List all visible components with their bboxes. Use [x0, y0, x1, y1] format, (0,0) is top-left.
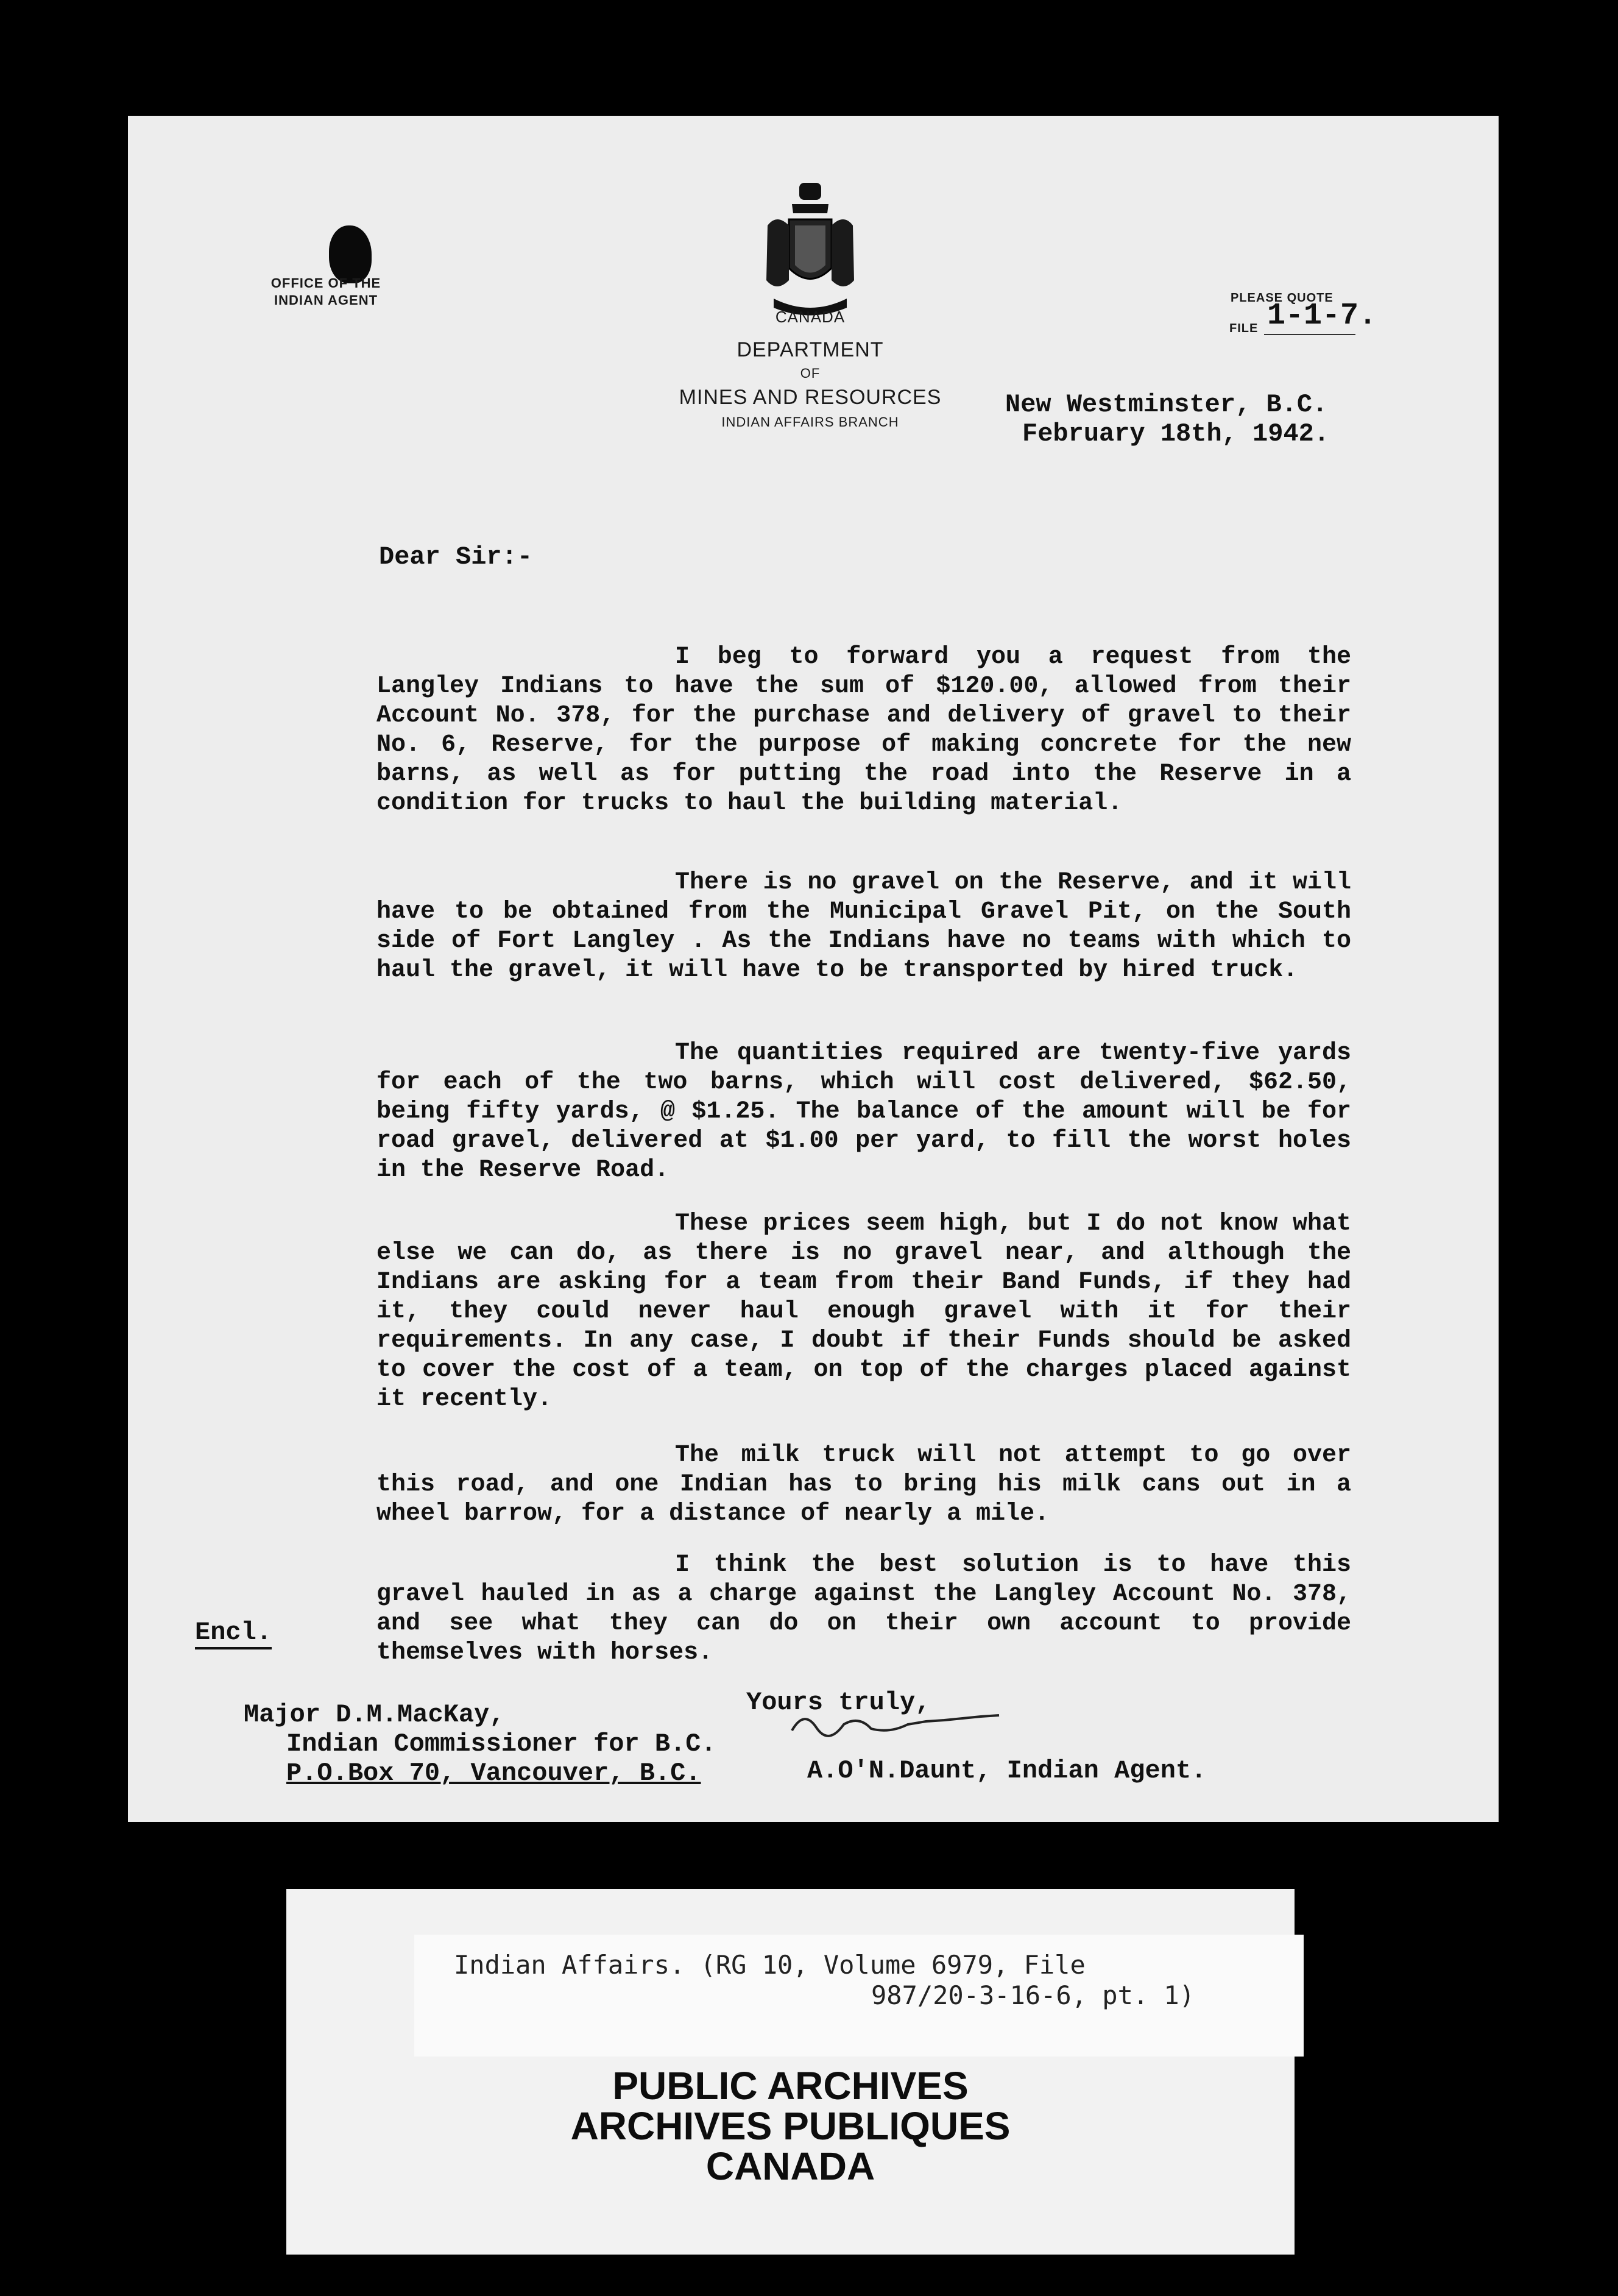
signature-scrawl — [786, 1697, 1017, 1746]
salutation: Dear Sir:- — [379, 542, 533, 572]
please-quote-label: PLEASE QUOTE — [1231, 291, 1334, 305]
ink-blot — [329, 225, 372, 283]
paragraph-6: I think the best solution is to have this gravel hauled in as a charge against the Langley Account No. 378, and see what they can do on their own account to provide themselves with horses. — [376, 1551, 1351, 1667]
paragraph-3: The quantities required are twenty-five yards for each of the two barns, which will cost delivered, $62.50, being fifty yards, @ $1.25. The balance of the amount will be for road gravel, delivered at $1.00 per yard, to fill the worst holes in the Reserve Road. — [376, 1040, 1351, 1184]
signatory: A.O'N.Daunt, Indian Agent. — [807, 1756, 1207, 1785]
coat-of-arms-icon — [755, 177, 865, 323]
letter-sheet — [128, 116, 1499, 1822]
place-line: New Westminster, B.C. — [1005, 390, 1328, 419]
recipient-title: Indian Commissioner for B.C. — [286, 1729, 716, 1759]
archive-stamp-country: CANADA — [705, 2144, 875, 2188]
letterhead-dept-1: DEPARTMENT — [737, 338, 884, 361]
archive-stamp-en: PUBLIC ARCHIVES — [612, 2064, 969, 2108]
letterhead-dept-2: OF — [800, 366, 821, 381]
paragraph-4: These prices seem high, but I do not know what else we can do, as there is no gravel near, and although the Indians are asking for a team from their Band Funds, if they had it, they could never haul enough gravel with it for their requirements. In any case, I doubt if their Funds should be asked to cover the cost of a team, on top of the charges placed against it recently. — [376, 1210, 1351, 1413]
letterhead-dept-3: MINES AND RESOURCES — [679, 386, 942, 409]
archive-ref-line-2: 987/20-3-16-6, pt. 1) — [871, 1980, 1195, 2010]
file-underline — [1264, 334, 1355, 335]
file-label: FILE — [1229, 322, 1259, 335]
archive-ref-line-1: Indian Affairs. (RG 10, Volume 6979, File — [454, 1950, 1086, 1980]
office-line-2: INDIAN AGENT — [274, 292, 378, 308]
letterhead-branch: INDIAN AFFAIRS BRANCH — [721, 414, 899, 430]
closing: Yours truly, — [746, 1688, 931, 1717]
enclosure-note: Encl. — [195, 1618, 272, 1649]
date-line: February 18th, 1942. — [1022, 419, 1330, 448]
recipient-address: P.O.Box 70, Vancouver, B.C. — [286, 1759, 701, 1788]
paragraph-5: The milk truck will not attempt to go over this road, and one Indian has to bring his milk cans out in a wheel barrow, for a distance of nearly a mile. — [376, 1442, 1351, 1528]
paragraph-1: I beg to forward you a request from the Langley Indians to have the sum of $120.00, allowed from their Account No. 378, for the purchase and delivery of gravel to their No. 6, Reserve, for the purpose of making concrete for the new barns, as well as for putting the road into the Reserve in a condition for trucks to haul the building material. — [376, 643, 1351, 817]
letterhead-country: CANADA — [775, 308, 846, 326]
office-line-1: OFFICE OF THE — [270, 275, 381, 291]
file-number: 1-1-7. — [1267, 299, 1377, 333]
archive-stamp-fr: ARCHIVES PUBLIQUES — [570, 2104, 1011, 2148]
recipient-name: Major D.M.MacKay, — [244, 1700, 505, 1729]
paragraph-2: There is no gravel on the Reserve, and it will have to be obtained from the Municipal Gravel Pit, on the South side of Fort Langley . As the Indians have no teams with which to haul the gravel, it will have to be transported by hired truck. — [376, 869, 1351, 984]
